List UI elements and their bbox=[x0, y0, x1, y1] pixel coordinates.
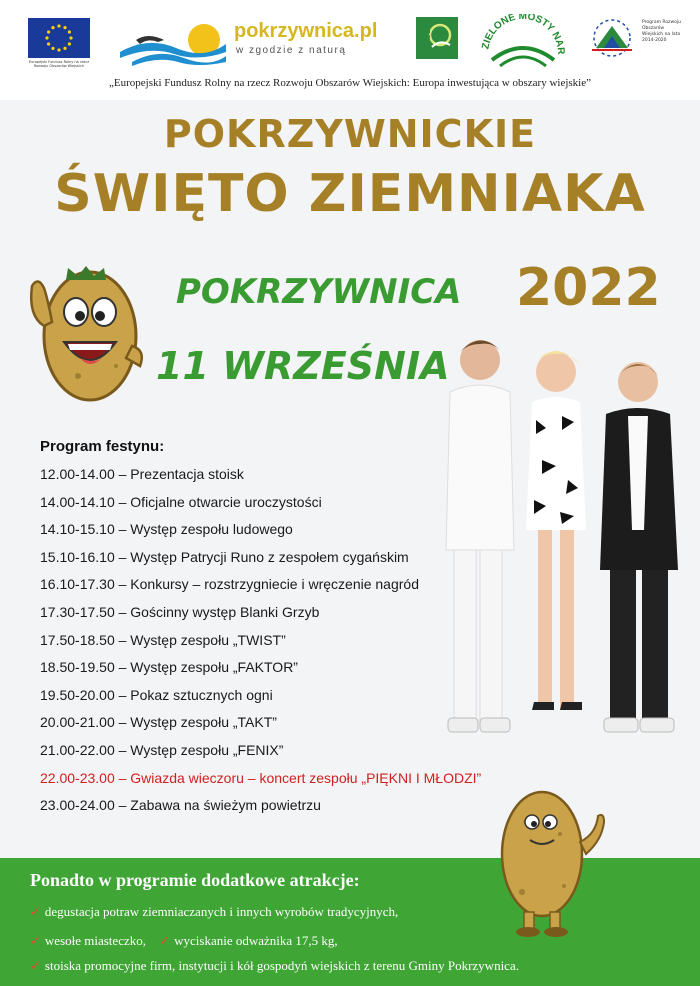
program-list bbox=[40, 466, 481, 825]
event-title-line1: POKRZYWNICKIE bbox=[163, 112, 537, 156]
attractions-heading: Ponadto w programie dodatkowe atrakcje: bbox=[30, 870, 360, 890]
check-icon: ✓ bbox=[30, 905, 41, 920]
program-item: 17.50-18.50 – Występ zespołu „TWIST” bbox=[40, 631, 286, 648]
program-heading: Program festynu: bbox=[40, 438, 165, 455]
zielone-mosty-narwi-logo bbox=[478, 14, 568, 70]
event-place: POKRZYWNICA bbox=[176, 272, 462, 312]
attraction-item: stoiska promocyjne firm, instytucji i kół gospodyń wiejskich z terenu Gminy Pokrzywnica. bbox=[44, 958, 519, 973]
program-item: 14.10-15.10 – Występ zespołu ludowego bbox=[40, 521, 293, 538]
potato-mascot-standing-illustration bbox=[486, 782, 622, 942]
program-item: 14.00-14.10 – Oficjalne otwarcie uroczystości bbox=[40, 493, 322, 510]
attraction-line bbox=[30, 958, 519, 974]
attraction-line bbox=[30, 904, 398, 920]
attraction-item: degustacja potraw ziemniaczanych i innych wyrobów tradycyjnych, bbox=[44, 904, 399, 919]
event-date: 11 WRZEŚNIA bbox=[156, 344, 450, 388]
header bbox=[0, 0, 700, 100]
eu-caption: Europejski Fundusz Rolny na rzecz Rozwoju Obszarów Wiejskich bbox=[28, 60, 90, 68]
pokrzywnica-logo-icon bbox=[118, 18, 228, 68]
check-icon: ✓ bbox=[30, 959, 41, 974]
attraction-item: wyciskanie odważnika 17,5 kg, bbox=[174, 933, 338, 948]
prow-caption: Program Rozwoju Obszarów Wiejskich na lata 2014-2020 bbox=[642, 20, 681, 43]
program-item: 17.30-17.50 – Gościnny występ Blanki Grzyb bbox=[40, 603, 320, 620]
attraction-item: wesołe miasteczko, bbox=[44, 933, 146, 948]
program-item: 16.10-17.30 – Konkursy – rozstrzygniecie i wręczenie nagród bbox=[40, 576, 419, 593]
program-item: 21.00-22.00 – Występ zespołu „FENIX” bbox=[40, 741, 284, 758]
funding-line: „Europejski Fundusz Rolny na rzecz Rozwoju Obszarów Wiejskich: Europa inwestująca w obszary wiejskie” bbox=[109, 77, 591, 89]
leader-logo bbox=[416, 17, 458, 59]
program-item: 23.00-24.00 – Zabawa na świeżym powietrzu bbox=[40, 797, 321, 814]
mosty-label: ZIELONE MOSTY NAR bbox=[480, 14, 567, 55]
brand-tagline: w zgodzie z naturą bbox=[236, 45, 347, 56]
brand-name: pokrzywnica.pl bbox=[234, 20, 378, 42]
check-icon: ✓ bbox=[30, 934, 41, 949]
check-icon: ✓ bbox=[159, 934, 171, 949]
leader-label: LEADER bbox=[424, 24, 432, 53]
program-item-headliner: 22.00-23.00 – Gwiazda wieczoru – koncert zespołu „PIĘKNI I MŁODZI” bbox=[40, 769, 482, 786]
event-year: 2022 bbox=[516, 258, 661, 318]
program-item: 12.00-14.00 – Prezentacja stoisk bbox=[40, 466, 244, 482]
program-item: 18.50-19.50 – Występ zespołu „FAKTOR” bbox=[40, 659, 298, 676]
attraction-line bbox=[30, 933, 338, 949]
eu-flag-logo bbox=[28, 18, 90, 58]
program-item: 19.50-20.00 – Pokaz sztucznych ogni bbox=[40, 686, 273, 703]
program-item: 15.10-16.10 – Występ Patrycji Runo z zespołem cygańskim bbox=[40, 548, 409, 565]
potato-mascot-thumbs-up-illustration bbox=[8, 246, 148, 406]
event-title-line2: ŚWIĘTO ZIEMNIAKA bbox=[54, 164, 646, 224]
program-item: 20.00-21.00 – Występ zespołu „TAKT” bbox=[40, 714, 277, 731]
